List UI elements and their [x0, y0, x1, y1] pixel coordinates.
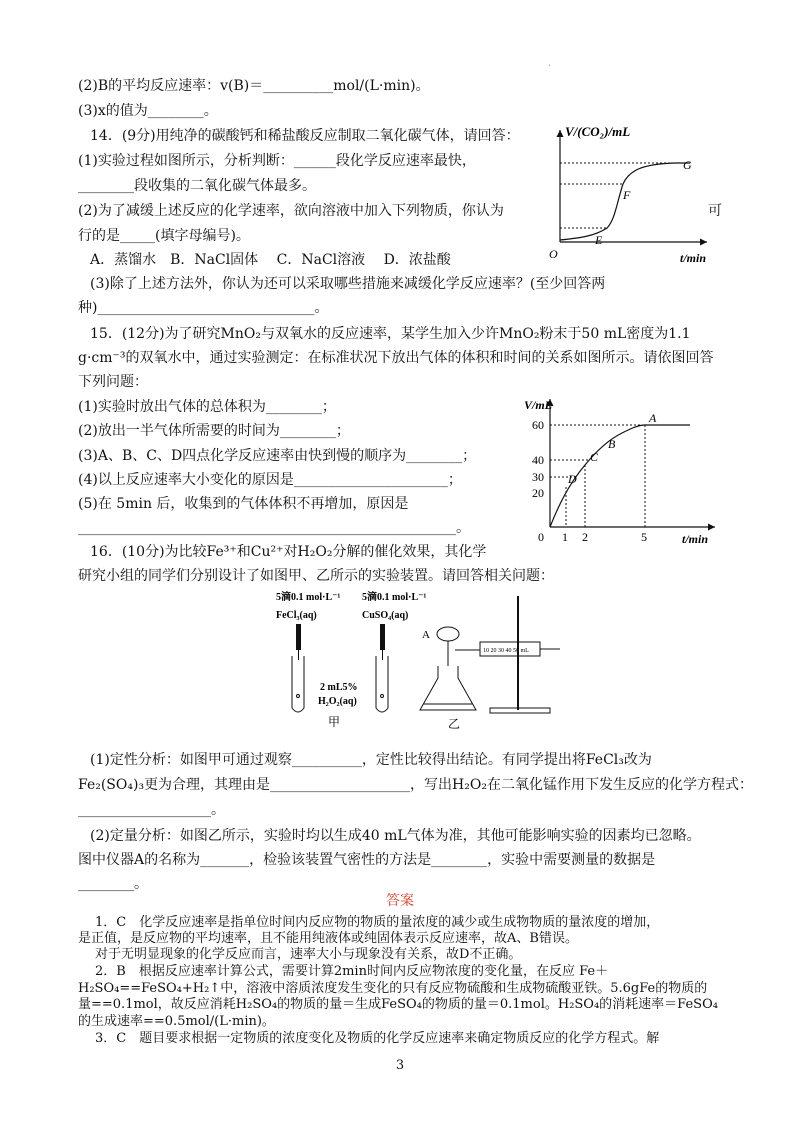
svg-text:0: 0: [538, 530, 544, 544]
question-line: (2)放出一半气体所需要的时间为________；: [78, 423, 350, 439]
answer-line: H₂SO₄==FeSO₄+H₂↑中，溶液中溶质浓度发生变化的只有反应物硫酸和生成物硫酸亚铁。5.6gFe的物质的: [78, 981, 708, 996]
svg-text:20: 20: [532, 486, 544, 500]
svg-text:5滴0.1 mol·L⁻¹: 5滴0.1 mol·L⁻¹: [276, 592, 341, 603]
svg-text:2 mL5%: 2 mL5%: [320, 682, 358, 693]
origin-label: O: [549, 247, 558, 261]
question-line: g·cm⁻³的双氧水中，通过实验测定：在标准状况下放出气体的体积和时间的关系如图所示。请依图回答: [78, 350, 714, 366]
answer-title: 答案: [386, 893, 414, 909]
svg-text:甲: 甲: [328, 715, 341, 729]
svg-text:A: A: [422, 629, 430, 641]
point-e: E: [595, 233, 603, 247]
svg-text:1: 1: [562, 530, 568, 544]
question-line: (2)为了减缓上述反应的化学速率，欲向溶液中加入下列物质，你认为: [78, 203, 504, 219]
svg-text:乙: 乙: [448, 717, 461, 731]
svg-text:D: D: [568, 472, 577, 486]
svg-text:V/mL: V/mL: [524, 398, 553, 412]
top-mark: .: [548, 58, 552, 69]
question-line: (2)B的平均反应速率：v(B)＝__________mol/(L·min)。: [78, 78, 430, 94]
question-line: ________段收集的二氧化碳气体最多。: [78, 178, 316, 194]
question-line: ___________________。: [78, 802, 225, 818]
question-line: A．蒸馏水 B．NaCl固体 C．NaCl溶液 D．浓盐酸: [90, 252, 451, 268]
question-line: 可: [708, 203, 722, 219]
question-line: (5)在 5min 后，收集到的气体体积不再增加，原因是: [78, 496, 409, 512]
question-line: (1)实验时放出气体的总体积为________；: [78, 399, 336, 415]
question-line: (2)定量分析：如图乙所示，实验时均以生成40 mL气体为准，其他可能影响实验的因素均已忽略。: [90, 828, 701, 844]
svg-text:C: C: [590, 450, 599, 464]
question-line: (3)除了上述方法外，你认为还可以采取哪些措施来减缓化学反应速率？(至少回答两: [90, 276, 606, 292]
svg-text:30: 30: [532, 470, 544, 484]
answer-line: 对于无明显现象的化学反应而言，速率大小与现象没有关系，故D不正确。: [95, 947, 522, 962]
svg-text:5滴0.1 mol·L⁻¹: 5滴0.1 mol·L⁻¹: [362, 592, 427, 603]
svg-text:10 20 30 40 50 mL: 10 20 30 40 50 mL: [483, 648, 529, 654]
question-line: 下列问题：: [78, 374, 148, 390]
answer-line: 2．B 根据反应速率计算公式，需要计算2min时间内反应物浓度的变化量，在反应 Fe＋: [95, 964, 609, 979]
point-f: F: [623, 188, 631, 202]
svg-text:40: 40: [532, 453, 544, 467]
question-line: (3)A、B、C、D四点化学反应速率由快到慢的顺序为________；: [78, 448, 477, 464]
svg-text:60: 60: [532, 418, 544, 432]
svg-text:t/min: t/min: [682, 532, 709, 546]
question-line: 15．(12分)为了研究MnO₂与双氧水的反应速率，某学生加入少许MnO₂粉末于50 mL密度为1.1: [90, 326, 691, 342]
question-line: 图中仪器A的名称为_______，检验该装置气密性的方法是________，实验中需要测量的数据是: [78, 852, 656, 868]
svg-text:5: 5: [641, 530, 647, 544]
question-line: 14．(9分)用纯净的碳酸钙和稀盐酸反应制取二氧化碳气体，请回答：: [90, 128, 520, 144]
question-line: 研究小组的同学们分别设计了如图甲、乙所示的实验装置。请回答相关问题：: [78, 568, 554, 584]
answer-line: 的生成速率==0.5mol/(L·min)。: [78, 1014, 275, 1029]
answer-line: 1．C 化学反应速率是指单位时间内反应物的物质的量浓度的减少或生成物物质的量浓度的增加，: [95, 915, 660, 930]
co2-volume-graph: [535, 122, 715, 272]
svg-text:2: 2: [582, 530, 588, 544]
question-line: 种)_______________________________。: [78, 300, 329, 316]
x-axis-label: t/min: [680, 251, 707, 265]
svg-text:B: B: [608, 437, 616, 451]
question-line: (4)以上反应速率大小变化的原因是______________________；: [78, 472, 462, 488]
question-line: 16．(10分)为比较Fe³⁺和Cu²⁺对H₂O₂分解的催化效果，其化学: [90, 544, 487, 560]
svg-text:FeCl₃(aq): FeCl₃(aq): [276, 610, 317, 621]
question-line: (3)x的值为________。: [78, 103, 218, 119]
page-number: 3: [395, 1058, 405, 1073]
question-line: 行的是_____(填字母编号)。: [78, 228, 250, 244]
point-g: G: [683, 158, 692, 172]
apparatus-figure: [270, 586, 570, 736]
question-line: (1)定性分析：如图甲可通过观察__________，定性比较得出结论。有同学提出将FeCl₃改为: [90, 752, 652, 768]
answer-line: 量==0.1mol，故反应消耗H₂SO₄的物质的量＝生成FeSO₄的物质的量＝0.1mol。H₂SO₄的消耗速率＝FeSO₄: [78, 997, 718, 1012]
oxygen-volume-graph: [510, 395, 720, 545]
answer-line: 是正值，是反应物的平均速率，且不能用纯液体或纯固体表示反应速率，故A、B错误。: [78, 931, 578, 946]
svg-text:CuSO₄(aq): CuSO₄(aq): [362, 610, 409, 621]
question-line: (1)实验过程如图所示，分析判断：______段化学反应速率最快，: [78, 153, 476, 169]
svg-text:A: A: [649, 411, 657, 425]
question-line: ________。: [78, 876, 148, 892]
svg-text:H₂O₂(aq): H₂O₂(aq): [318, 696, 357, 707]
answer-line: 3．C 题目要求根据一定物质的浓度变化及物质的化学反应速率来确定物质反应的化学方程式。解: [95, 1031, 660, 1046]
y-axis-label: V/(CO₂)/mL: [565, 124, 631, 139]
question-line: ______________________________________________________。: [78, 520, 470, 536]
question-line: Fe₂(SO₄)₃更为合理，其理由是____________________，写出H₂O₂在二氧化锰作用下发生反应的化学方程式：: [78, 777, 753, 793]
